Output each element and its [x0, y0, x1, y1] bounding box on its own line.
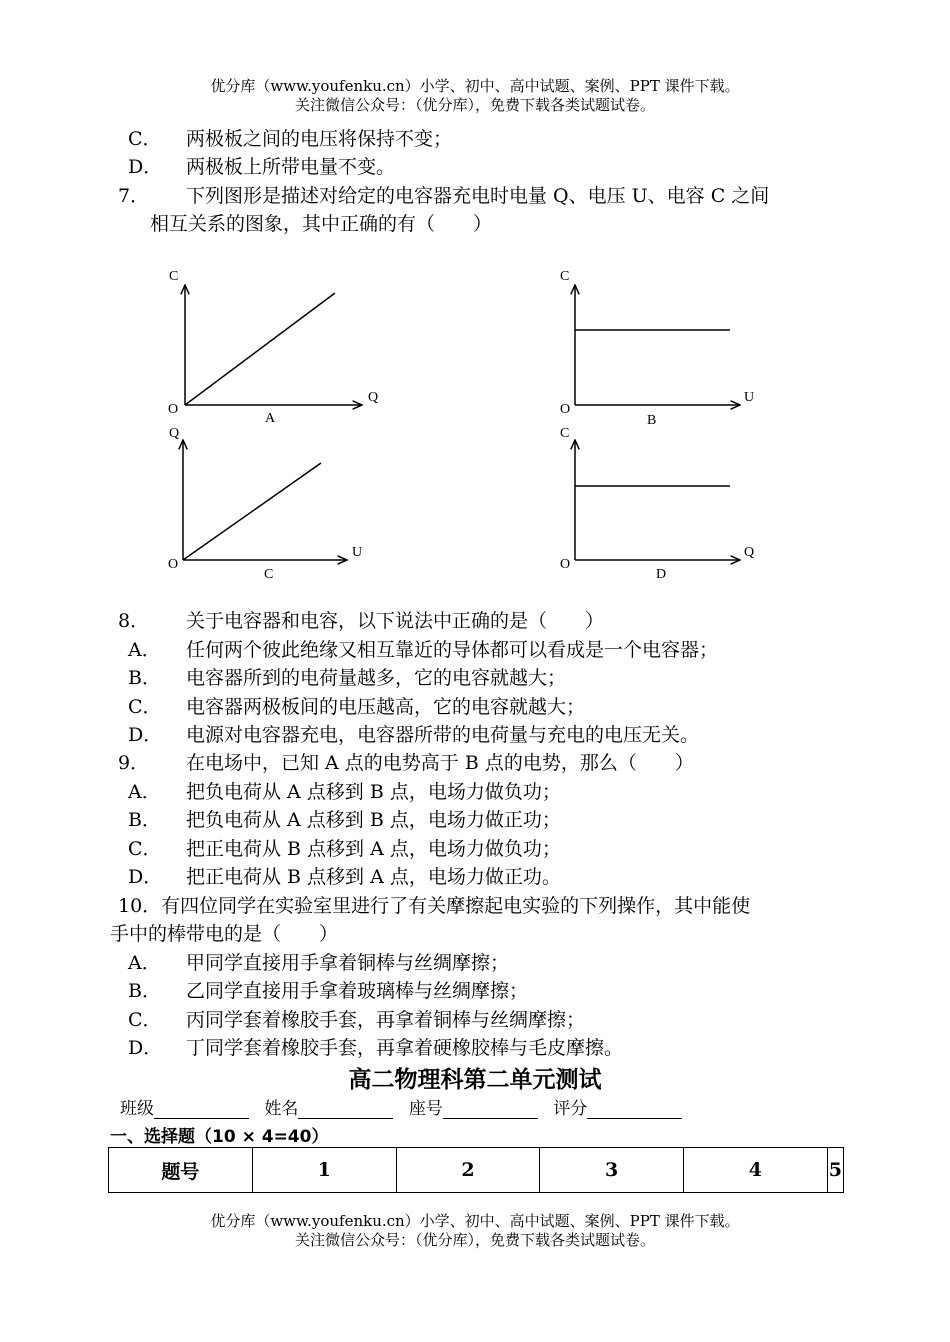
question-8-stem: [118, 608, 604, 634]
graph-a-origin: O: [168, 402, 179, 417]
option-letter: C．: [128, 696, 162, 718]
option-letter: B．: [128, 809, 161, 831]
graph-d-x-label: Q: [744, 545, 755, 560]
option-text: 电源对电容器充电，电容器所带的电荷量与充电的电压无关。: [186, 724, 700, 746]
table-header-cell: 4: [684, 1148, 828, 1193]
graph-a-caption: A: [265, 411, 276, 426]
header-line-2: 关注微信公众号：（优分库），免费下载各类试题试卷。: [294, 96, 655, 114]
name-blank[interactable]: [298, 1100, 393, 1119]
graph-c-x-label: U: [352, 545, 363, 560]
option-text: 两极板之间的电压将保持不变；: [186, 128, 453, 150]
graph-b-origin: O: [560, 402, 571, 417]
option-letter: A．: [128, 781, 161, 803]
seat-blank[interactable]: [443, 1100, 538, 1119]
q10-option-c: [128, 1007, 585, 1033]
option-letter: B．: [128, 980, 161, 1002]
graph-a-line: [185, 293, 335, 405]
student-info-fields: [120, 1094, 692, 1119]
header-line-1: 优分库（www.youfenku.cn）小学、初中、高中试题、案例、PPT 课件下载。: [210, 77, 740, 95]
option-letter: D．: [128, 866, 163, 888]
option-text: 把正电荷从 B 点移到 A 点，电场力做正功。: [186, 866, 561, 888]
question-number: 9．: [118, 752, 150, 774]
q8-option-b: [128, 665, 566, 691]
table-header-cell: 3: [540, 1148, 684, 1193]
graph-b-caption: B: [647, 413, 657, 428]
q10-option-a: [128, 950, 509, 976]
q9-option-a: [128, 779, 561, 805]
graph-d-caption: D: [656, 567, 667, 582]
option-letter: A．: [128, 639, 161, 661]
option-letter: C．: [128, 1009, 162, 1031]
test-title: 高二物理科第二单元测试: [348, 1067, 602, 1093]
option-text: 把负电荷从 A 点移到 B 点，电场力做负功；: [186, 781, 561, 803]
option-text: 甲同学直接用手拿着铜棒与丝绸摩擦；: [186, 952, 510, 974]
graph-b: [560, 269, 754, 428]
option-text: 把负电荷从 A 点移到 B 点，电场力做正功；: [186, 809, 561, 831]
graph-c-origin: O: [168, 557, 179, 572]
question-number: 7．: [118, 185, 150, 207]
graph-b-y-label: C: [560, 269, 570, 284]
graph-c-line: [183, 463, 321, 560]
graph-a: [168, 269, 378, 426]
option-letter: D．: [128, 724, 163, 746]
question-number: 8．: [118, 610, 150, 632]
answer-table: [108, 1147, 844, 1193]
option-letter: C．: [128, 128, 162, 150]
option-text: 电容器所到的电荷量越多，它的电容就越大；: [186, 667, 567, 689]
graph-d-y-label: C: [560, 426, 570, 441]
score-blank[interactable]: [587, 1100, 682, 1119]
question-7-graphs: [0, 0, 950, 600]
option-text: 把正电荷从 B 点移到 A 点，电场力做负功；: [186, 838, 561, 860]
q9-option-d: [128, 864, 561, 890]
q8-option-a: [128, 637, 718, 663]
question-7-line-2: 相互关系的图象，其中正确的有（ ）: [150, 213, 493, 235]
option-letter: C．: [128, 838, 162, 860]
table-row: [109, 1148, 844, 1193]
question-text: 在电场中，已知 A 点的电势高于 B 点的电势，那么（ ）: [186, 752, 694, 774]
table-header-cell: 2: [396, 1148, 540, 1193]
field-label-name: 姓名: [264, 1099, 299, 1119]
option-letter: A．: [128, 952, 161, 974]
question-9-stem: [118, 750, 694, 776]
field-label-seat: 座号: [408, 1099, 443, 1119]
graph-c: [168, 426, 362, 582]
footer-line-2: 关注微信公众号：（优分库），免费下载各类试题试卷。: [294, 1231, 655, 1249]
option-text: 丙同学套着橡胶手套，再拿着铜棒与丝绸摩擦；: [186, 1009, 586, 1031]
q10-option-b: [128, 978, 528, 1004]
option-text: 丁同学套着橡胶手套，再拿着硬橡胶棒与毛皮摩擦。: [186, 1037, 624, 1059]
question-text: 下列图形是描述对给定的电容器充电时电量 Q、电压 U、电容 C 之间: [186, 185, 770, 207]
graph-c-caption: C: [264, 567, 274, 582]
graph-d: [560, 426, 754, 582]
option-text: 两极板上所带电量不变。: [186, 156, 396, 178]
graph-c-y-label: Q: [169, 426, 180, 441]
table-header-cell: 5: [827, 1148, 843, 1193]
graph-a-y-label: C: [169, 269, 179, 284]
graph-b-x-label: U: [744, 390, 755, 405]
q8-option-d: [128, 722, 699, 748]
option-text: 电容器两极板间的电压越高，它的电容就越大；: [186, 696, 586, 718]
table-header-cell: 题号: [109, 1148, 253, 1193]
table-header-cell: 1: [252, 1148, 396, 1193]
option-text: 乙同学直接用手拿着玻璃棒与丝绸摩擦；: [186, 980, 529, 1002]
option-text: 任何两个彼此绝缘又相互靠近的导体都可以看成是一个电容器；: [186, 639, 719, 661]
option-letter: D．: [128, 1037, 163, 1059]
graph-a-x-label: Q: [368, 390, 379, 405]
option-letter: D．: [128, 156, 163, 178]
class-blank[interactable]: [154, 1100, 249, 1119]
field-label-score: 评分: [553, 1099, 588, 1119]
question-10-line-2: 手中的棒带电的是（ ）: [110, 923, 339, 945]
question-text: 关于电容器和电容，以下说法中正确的是（ ）: [186, 610, 605, 632]
section-heading: 一、选择题（10 × 4=40）: [110, 1127, 329, 1147]
graph-d-origin: O: [560, 557, 571, 572]
q9-option-b: [128, 807, 561, 833]
q8-option-c: [128, 694, 585, 720]
q9-option-c: [128, 836, 561, 862]
question-10-line-1: 10．有四位同学在实验室里进行了有关摩擦起电实验的下列操作，其中能使: [118, 895, 751, 917]
footer-line-1: 优分库（www.youfenku.cn）小学、初中、高中试题、案例、PPT 课件下载。: [210, 1212, 740, 1230]
q10-option-d: [128, 1035, 623, 1061]
option-letter: B．: [128, 667, 161, 689]
field-label-class: 班级: [120, 1099, 154, 1119]
